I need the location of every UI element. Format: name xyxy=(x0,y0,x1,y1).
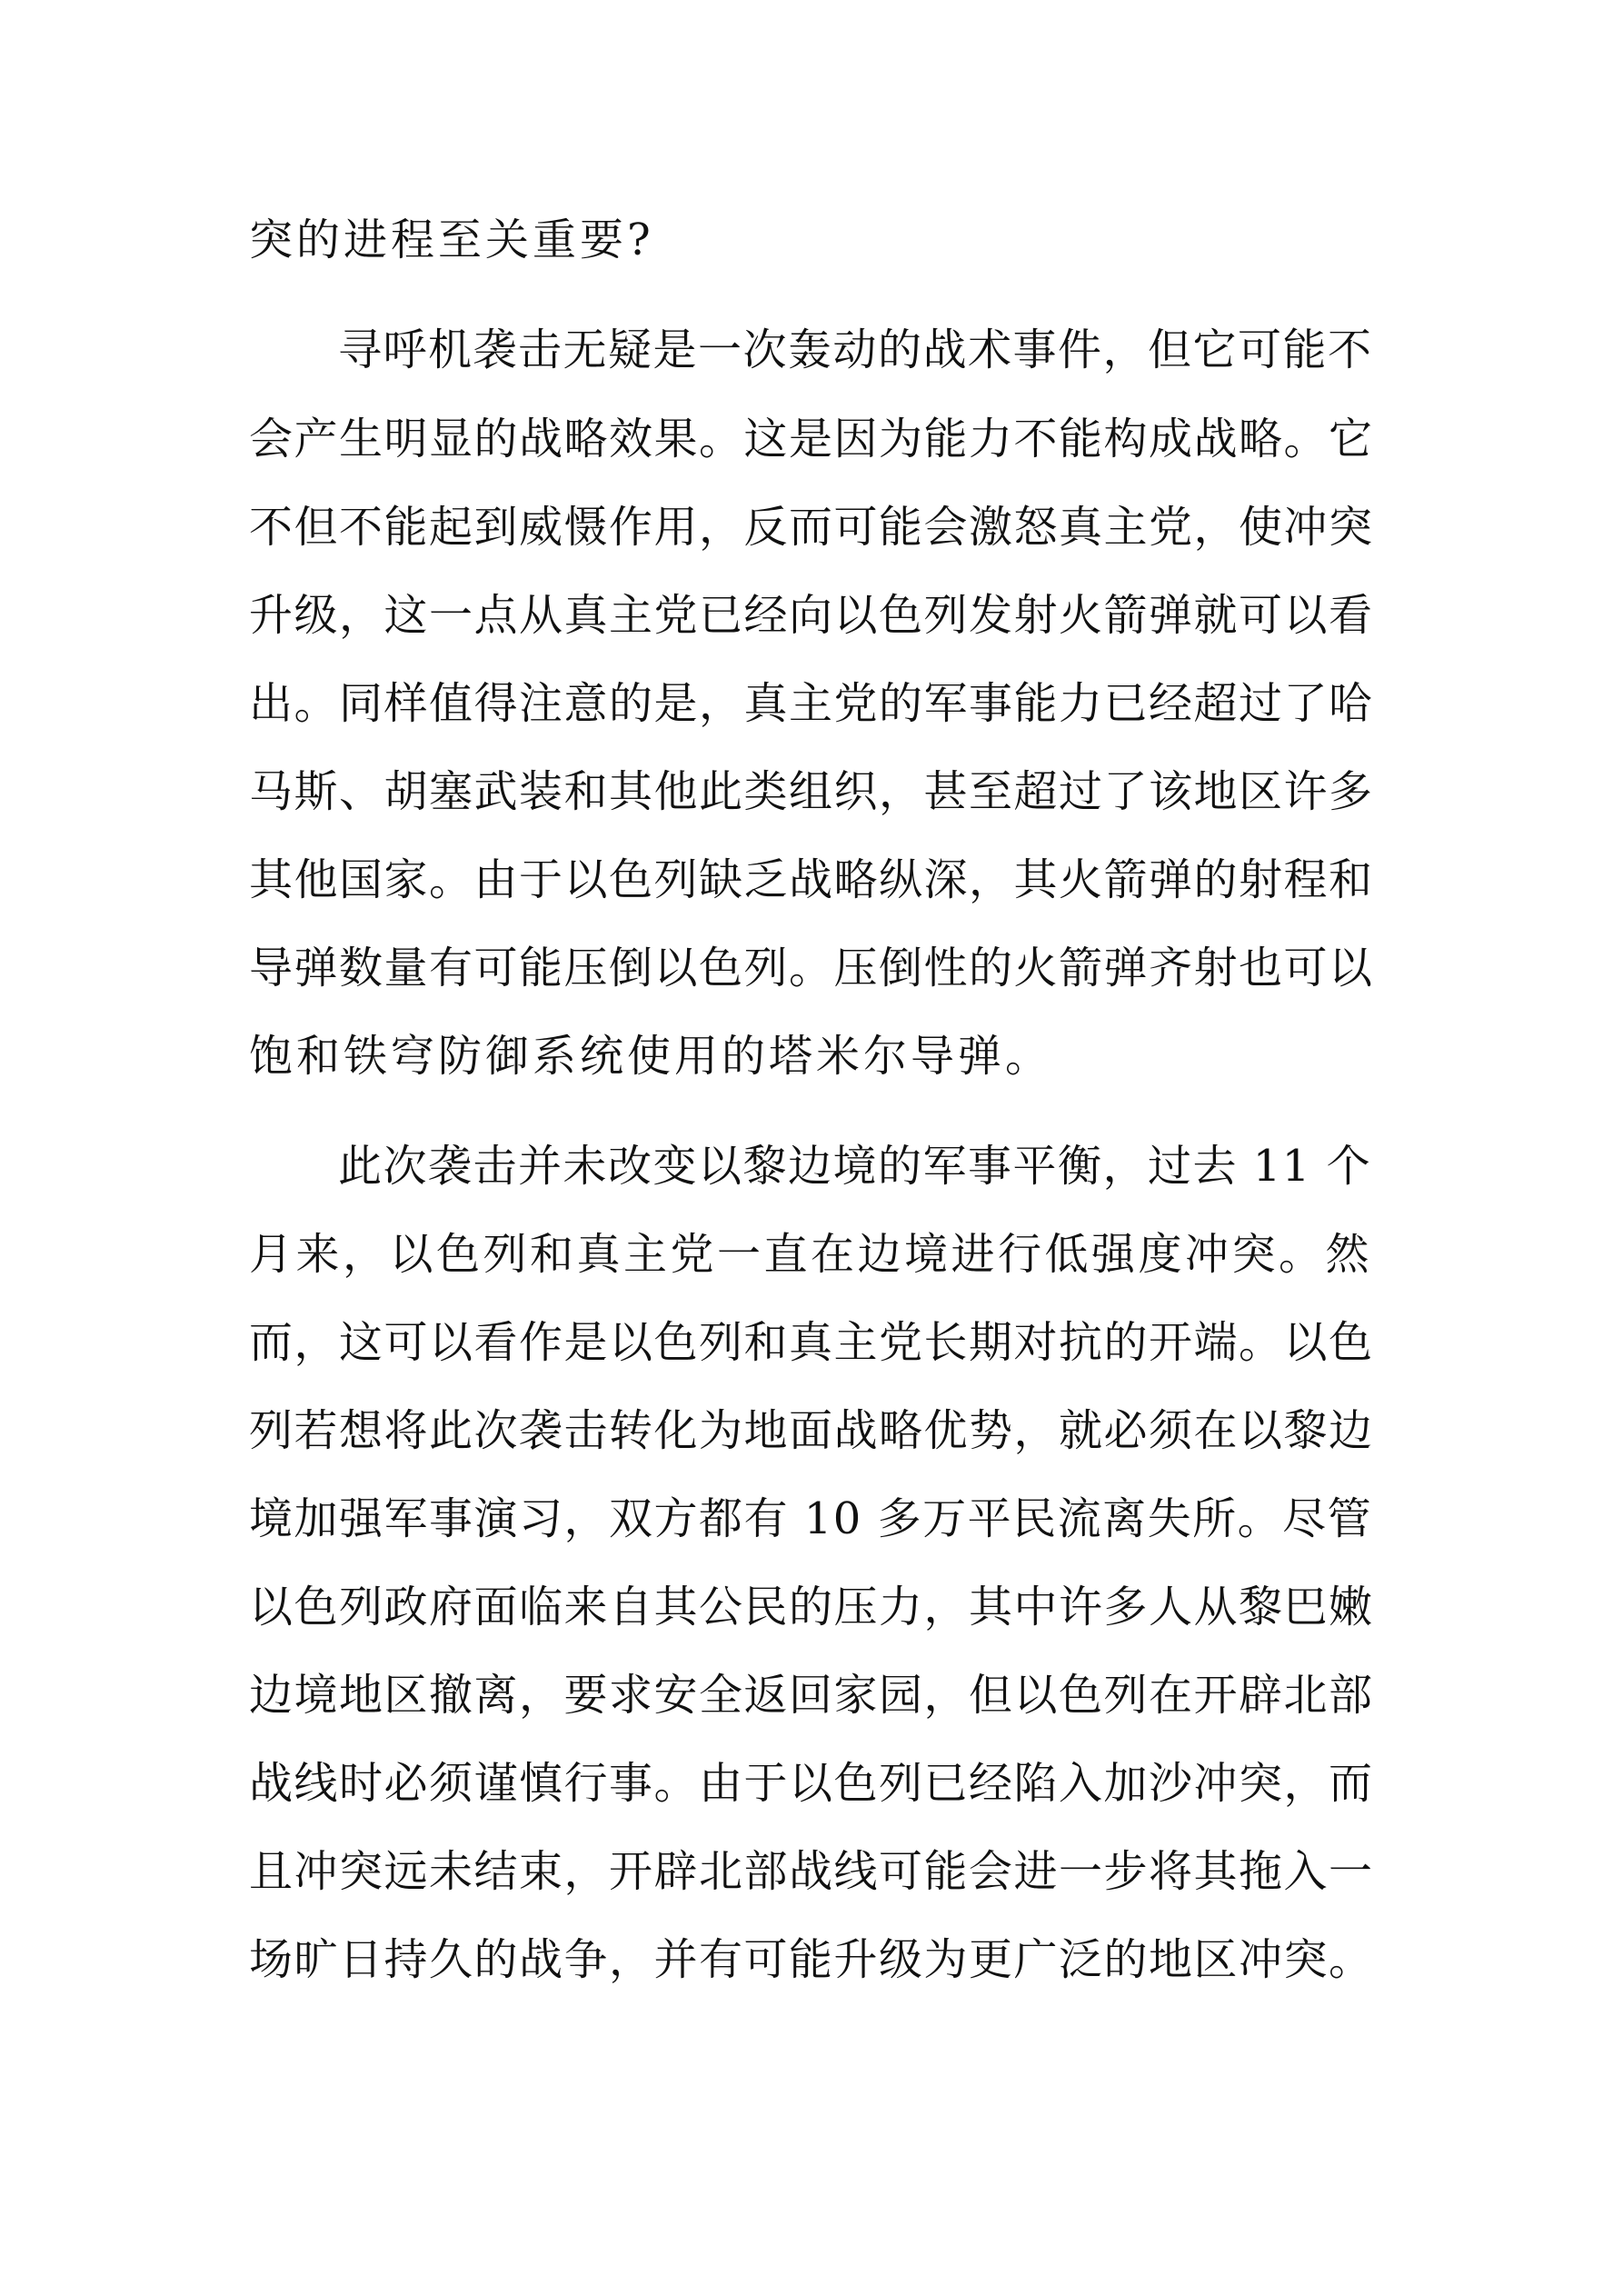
text-line: 会产生明显的战略效果。这是因为能力不能构成战略。它 xyxy=(249,414,1374,464)
text-line: 且冲突远未结束，开辟北部战线可能会进一步将其拖入一 xyxy=(249,1846,1374,1897)
text-line: 升级，这一点从真主党已经向以色列发射火箭弹就可以看 xyxy=(249,590,1374,641)
text-line: 突的进程至关重要? xyxy=(249,215,654,265)
text-line: 境加强军事演习，双方都有 10 多万平民流离失所。尽管 xyxy=(249,1493,1373,1544)
text-line: 战线时必须谨慎行事。由于以色列已经陷入加沙冲突，而 xyxy=(249,1758,1374,1809)
text-line: 场旷日持久的战争，并有可能升级为更广泛的地区冲突。 xyxy=(249,1934,1374,1985)
text-line: 饱和铁穹防御系统使用的塔米尔导弹。 xyxy=(249,1031,1053,1082)
text-line: 马斯、胡塞武装和其他此类组织，甚至超过了该地区许多 xyxy=(249,766,1374,817)
text-line: 出。同样值得注意的是，真主党的军事能力已经超过了哈 xyxy=(249,678,1374,729)
text-line: 其他国家。由于以色列缺乏战略纵深，其火箭弹的射程和 xyxy=(249,854,1374,905)
text-line: 边境地区撤离，要求安全返回家园，但以色列在开辟北部 xyxy=(249,1670,1374,1721)
text-line: 月来，以色列和真主党一直在边境进行低强度冲突。然 xyxy=(249,1229,1373,1280)
text-line: 寻呼机袭击无疑是一次轰动的战术事件，但它可能不 xyxy=(338,324,1373,375)
text-line: 而，这可以看作是以色列和真主党长期对抗的开端。以色 xyxy=(249,1317,1374,1368)
text-line: 列若想将此次袭击转化为地面战略优势，就必须在以黎边 xyxy=(249,1405,1374,1456)
text-line: 不但不能起到威慑作用，反而可能会激怒真主党，使冲突 xyxy=(249,502,1374,553)
text-line: 以色列政府面临来自其公民的压力，其中许多人从黎巴嫩 xyxy=(249,1582,1374,1632)
text-line: 导弹数量有可能压倒以色列。压倒性的火箭弹齐射也可以 xyxy=(249,943,1374,993)
text-line: 此次袭击并未改变以黎边境的军事平衡，过去 11 个 xyxy=(338,1141,1372,1192)
